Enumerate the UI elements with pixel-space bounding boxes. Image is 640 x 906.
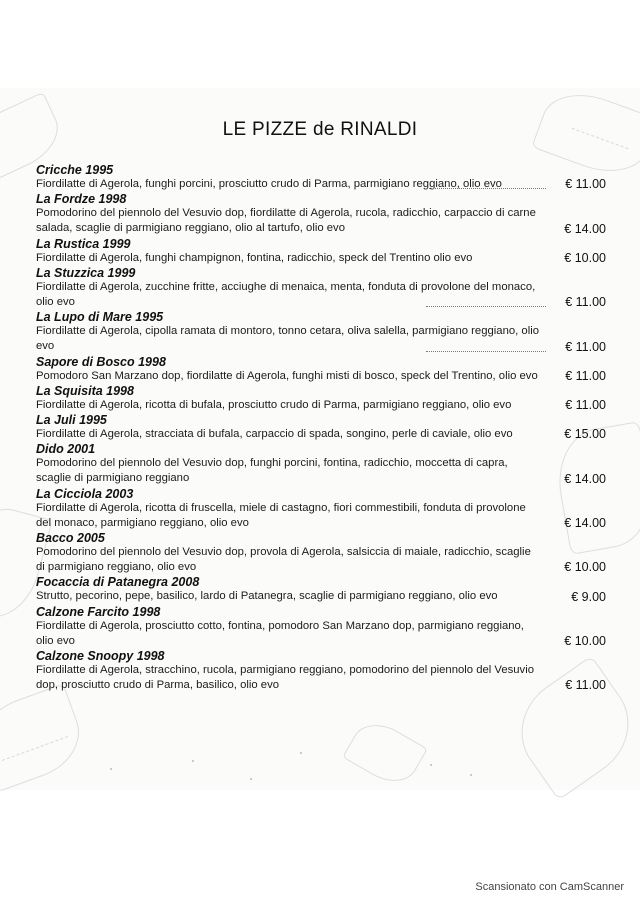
pizza-ingredients: Pomodorino del piennolo del Vesuvio dop, fiordilatte di Agerola, rucola, radicchio, carpaccio di carne salada, scaglie di parmigiano reggiano, olio al tartufo, olio evo <box>36 207 536 235</box>
pizza-name: Calzone Farcito 1998 <box>36 604 161 619</box>
scan-speck <box>192 760 194 762</box>
pizza-price: € 14.00 <box>564 221 606 236</box>
menu-item <box>36 649 606 693</box>
pizza-name: La Cicciola 2003 <box>36 486 134 501</box>
pizza-name: Calzone Snoopy 1998 <box>36 649 165 664</box>
pizza-ingredients: Fiordilatte di Agerola, cipolla ramata di montoro, tonno cetara, oliva salella, parmigiano reggiano, olio evo <box>36 325 539 353</box>
pizza-ingredients: Fiordilatte di Agerola, ricotta di fruscella, miele di castagno, fiori commestibili, fonduta di provolone del monaco, parmigiano reggiano, olio evo <box>36 501 526 529</box>
pizza-name: La Lupo di Mare 1995 <box>36 310 164 325</box>
pizza-price: € 11.00 <box>565 678 606 693</box>
pizza-ingredients: Fiordilatte di Agerola, funghi champignon, fontina, radicchio, speck del Trentino olio evo <box>36 251 473 264</box>
pizza-name: Cricche 1995 <box>36 163 114 177</box>
pizza-ingredients: Fiordilatte di Agerola, stracchino, rucola, parmigiano reggiano, pomodorino del piennolo del Vesuvio dop, prosciutto crudo di Parma, basilico, olio evo <box>36 664 534 692</box>
pizza-ingredients: Pomodorino del piennolo del Vesuvio dop, provola di Agerola, salsiccia di maiale, radicchio, scaglie di parmigiano reggiano, olio evo <box>36 546 531 574</box>
pizza-name: Focaccia di Patanegra 2008 <box>36 575 200 590</box>
pizza-description-row <box>36 324 606 354</box>
scan-speck <box>110 768 112 770</box>
scan-speck <box>300 752 302 754</box>
pizza-price: € 10.00 <box>564 560 606 575</box>
pizza-description-row <box>36 456 606 486</box>
menu-item <box>36 575 606 604</box>
pizza-price: € 11.00 <box>565 295 606 310</box>
pizza-ingredients: Fiordilatte di Agerola, stracciata di bufala, carpaccio di spada, songino, perle di caviale, olio evo <box>36 428 513 441</box>
menu-item <box>36 487 606 531</box>
pizza-ingredients: Strutto, pecorino, pepe, basilico, lardo di Patanegra, scaglie di parmigiano reggiano, olio evo <box>36 590 498 603</box>
pizza-name: La Rustica 1999 <box>36 236 131 251</box>
leaf-decoration <box>0 683 91 792</box>
menu-item <box>36 605 606 649</box>
pizza-description-row <box>36 589 606 604</box>
menu-item <box>36 413 606 442</box>
menu-item <box>36 310 606 354</box>
dotted-leader <box>426 306 546 307</box>
pizza-name: La Juli 1995 <box>36 413 107 428</box>
pizza-ingredients: Fiordilatte di Agerola, ricotta di bufala, prosciutto crudo di Parma, parmigiano reggiano, olio evo <box>36 398 512 411</box>
pizza-description-row <box>36 501 606 531</box>
pizza-description-row <box>36 398 606 413</box>
scan-speck <box>470 774 472 776</box>
pizza-description-row <box>36 545 606 575</box>
menu-item <box>36 355 606 384</box>
pizza-description-row <box>36 369 606 384</box>
pizza-description-row <box>36 251 606 266</box>
pizza-name: La Stuzzica 1999 <box>36 265 136 280</box>
menu-item <box>36 163 606 192</box>
pizza-description-row <box>36 177 606 192</box>
scan-speck <box>250 778 252 780</box>
pizza-ingredients: Fiordilatte di Agerola, zucchine fritte, acciughe di menaica, menta, fonduta di provolone del monaco, olio evo <box>36 280 536 309</box>
pizza-price: € 10.00 <box>564 634 606 649</box>
pizza-price: € 11.00 <box>565 339 606 354</box>
camscanner-watermark: Scansionato con CamScanner <box>475 881 624 893</box>
pizza-name: Bacco 2005 <box>36 531 105 546</box>
pizza-ingredients: Pomodorino del piennolo del Vesuvio dop, funghi porcini, fontina, radicchio, moccetta di capra, scaglie di parmigiano reggiano <box>36 457 508 485</box>
pizza-menu-list <box>36 163 606 693</box>
pizza-ingredients: Fiordilatte di Agerola, prosciutto cotto, fontina, pomodoro San Marzano dop, parmigiano reggiano, olio evo <box>36 619 524 647</box>
pizza-price: € 11.00 <box>565 177 606 192</box>
leaf-decoration <box>342 714 428 792</box>
pizza-description-row <box>36 280 606 310</box>
menu-item <box>36 192 606 236</box>
pizza-description-row <box>36 427 606 442</box>
pizza-price: € 10.00 <box>564 250 606 265</box>
menu-item <box>36 237 606 266</box>
menu-item <box>36 266 606 310</box>
menu-item <box>36 442 606 486</box>
pizza-price: € 11.00 <box>565 398 606 413</box>
pizza-price: € 14.00 <box>564 516 606 531</box>
pizza-ingredients: Fiordilatte di Agerola, funghi porcini, prosciutto crudo di Parma, parmigiano reggiano, olio evo <box>36 178 502 190</box>
scan-speck <box>430 764 432 766</box>
pizza-price: € 14.00 <box>564 471 606 486</box>
pizza-price: € 15.00 <box>564 427 606 442</box>
pizza-price: € 9.00 <box>571 589 606 604</box>
pizza-description-row <box>36 619 606 649</box>
dotted-leader <box>426 351 546 352</box>
pizza-price: € 11.00 <box>565 368 606 383</box>
menu-title: LE PIZZE de RINALDI <box>222 119 418 140</box>
menu-item <box>36 531 606 575</box>
pizza-name: Sapore di Bosco 1998 <box>36 354 166 369</box>
pizza-name: La Fordze 1998 <box>36 192 127 207</box>
dotted-leader <box>426 188 546 189</box>
menu-item <box>36 384 606 413</box>
pizza-ingredients: Pomodoro San Marzano dop, fiordilatte di Agerola, funghi misti di bosco, speck del Trentino, olio evo <box>36 369 538 382</box>
pizza-name: Dido 2001 <box>36 442 96 457</box>
pizza-name: La Squisita 1998 <box>36 383 134 398</box>
pizza-description-row <box>36 663 606 693</box>
pizza-description-row <box>36 206 606 236</box>
